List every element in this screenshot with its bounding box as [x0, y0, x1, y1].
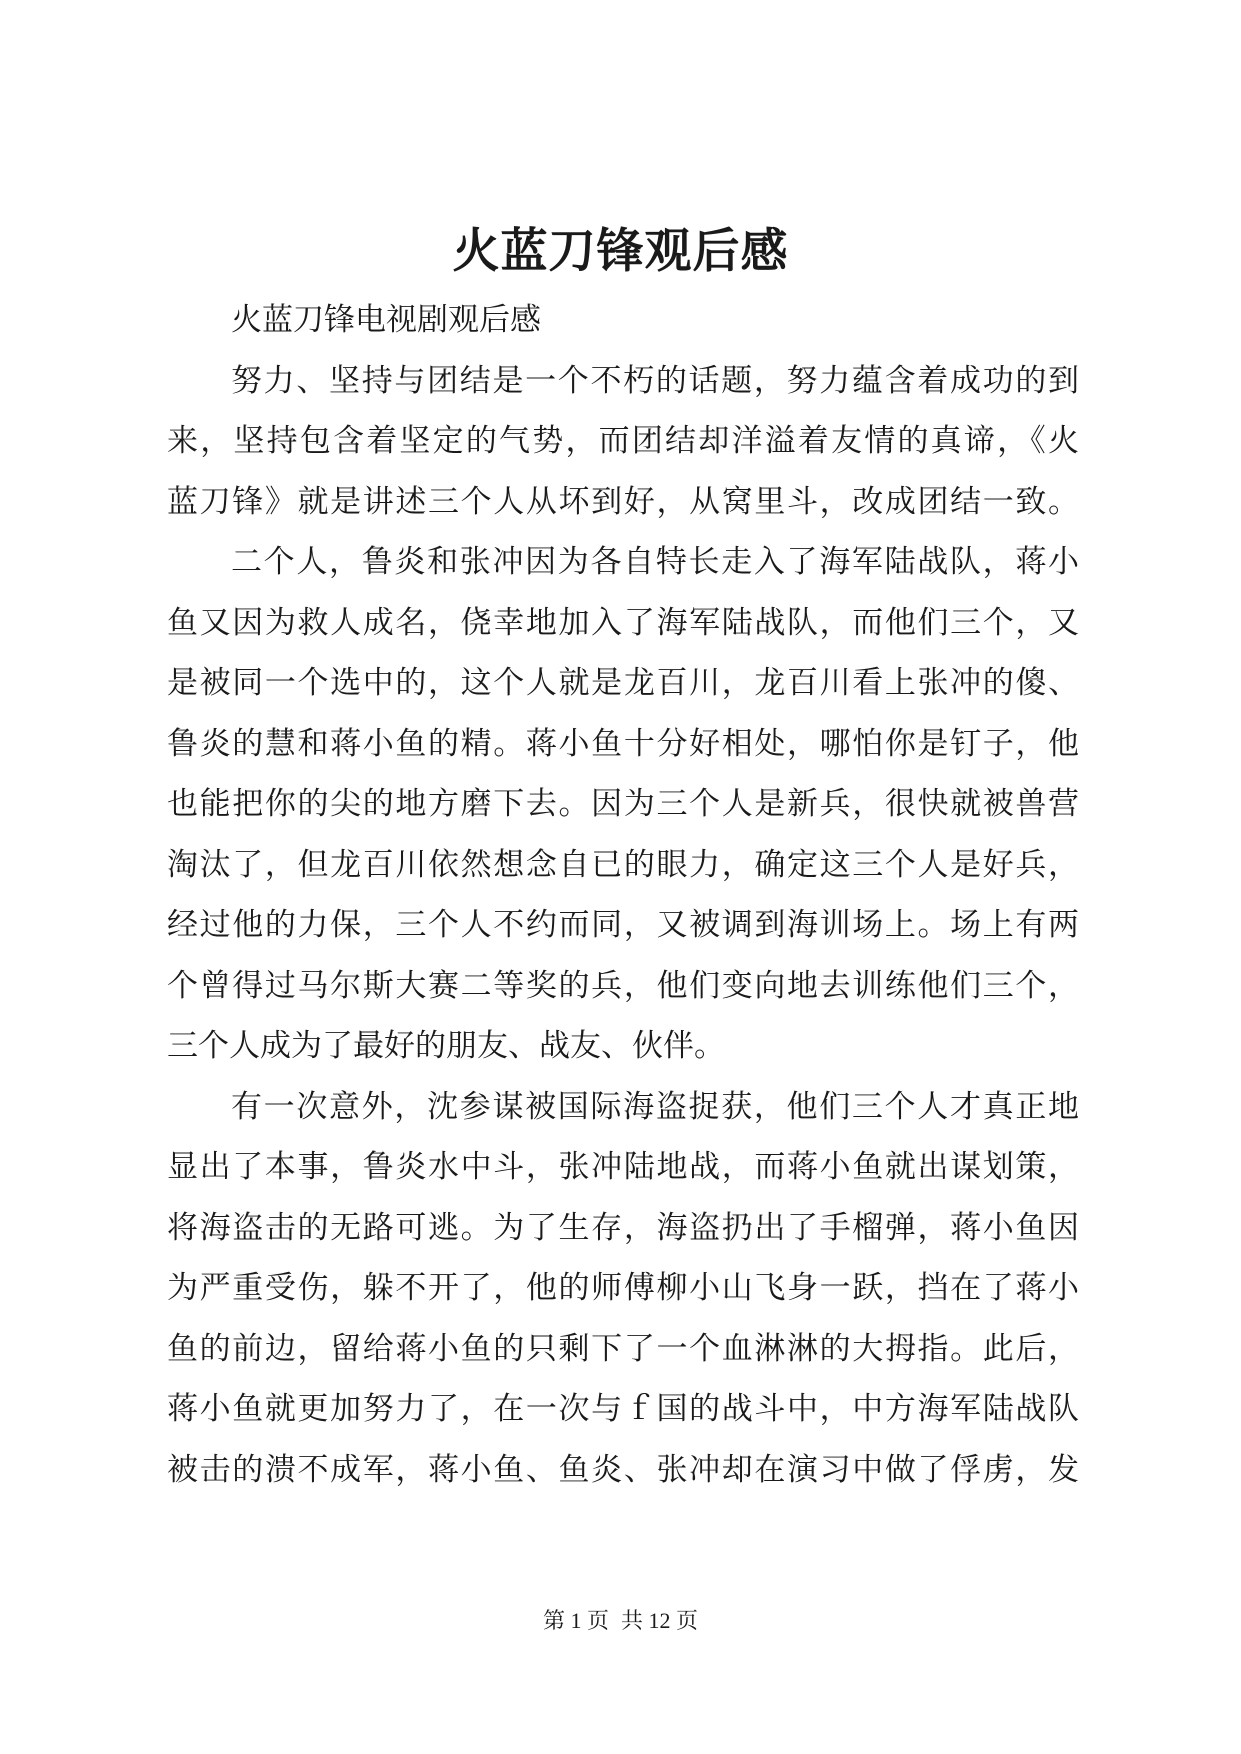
paragraph-3-line-2: 显出了本事，鲁炎水中斗，张冲陆地战，而蒋小鱼就出谋划策，	[167, 1149, 1079, 1185]
paragraph-2-line-9: 三个人成为了最好的朋友、战友、伙伴。	[167, 1028, 725, 1064]
document-body	[167, 290, 1079, 1500]
paragraph-1-line-1: 努力、坚持与团结是一个不朽的话题，努力蕴含着成功的到	[231, 362, 1079, 399]
paragraph-2-line-4: 鲁炎的慧和蒋小鱼的精。蒋小鱼十分好相处，哪怕你是钉子，他	[167, 725, 1079, 762]
paragraph-3-line-1: 有一次意外，沈参谋被国际海盗捉获，他们三个人才真正地	[231, 1088, 1079, 1125]
paragraph-3-line-5: 鱼的前边，留给蒋小鱼的只剩下了一个血淋淋的大拇指。此后，	[167, 1330, 1079, 1367]
page-footer	[0, 1606, 1241, 1636]
paragraph-2-line-3: 是被同一个选中的，这个人就是龙百川，龙百川看上张冲的傻、	[167, 665, 1079, 701]
paragraph-3-line-4: 为严重受伤，躲不开了，他的师傅柳小山飞身一跃，挡在了蒋小	[167, 1270, 1079, 1306]
page-total: 共 12 页	[621, 1608, 699, 1633]
paragraph-3-line-6: 蒋小鱼就更加努力了，在一次与ｆ国的战斗中，中方海军陆战队	[167, 1391, 1079, 1427]
page-number: 第 1 页	[542, 1608, 609, 1633]
paragraph-2-line-5: 也能把你的尖的地方磨下去。因为三个人是新兵，很快就被兽营	[167, 786, 1079, 822]
paragraph-1-line-2: 来，坚持包含着坚定的气势，而团结却洋溢着友情的真谛，《火	[167, 423, 1079, 459]
paragraph-2-line-8: 个曾得过马尔斯大赛二等奖的兵，他们变向地去训练他们三个，	[167, 967, 1079, 1004]
document-title: 火蓝刀锋观后感	[452, 224, 789, 279]
document-subtitle: 火蓝刀锋电视剧观后感	[231, 302, 541, 338]
paragraph-2-line-7: 经过他的力保，三个人不约而同，又被调到海训场上。场上有两	[167, 907, 1079, 943]
paragraph-3-line-3: 将海盗击的无路可逃。为了生存，海盗扔出了手榴弹，蒋小鱼因	[167, 1209, 1079, 1246]
paragraph-2-line-6: 淘汰了，但龙百川依然想念自已的眼力，确定这三个人是好兵，	[167, 846, 1079, 883]
paragraph-1-line-3: 蓝刀锋》就是讲述三个人从坏到好，从窝里斗，改成团结一致。	[167, 483, 1079, 520]
paragraph-2-line-1: 二个人，鲁炎和张冲因为各自特长走入了海军陆战队，蒋小	[231, 544, 1079, 580]
paragraph-2-line-2: 鱼又因为救人成名，侥幸地加入了海军陆战队，而他们三个，又	[167, 604, 1079, 641]
paragraph-3-line-7: 被击的溃不成军，蒋小鱼、鱼炎、张冲却在演习中做了俘虏，发	[167, 1451, 1079, 1488]
